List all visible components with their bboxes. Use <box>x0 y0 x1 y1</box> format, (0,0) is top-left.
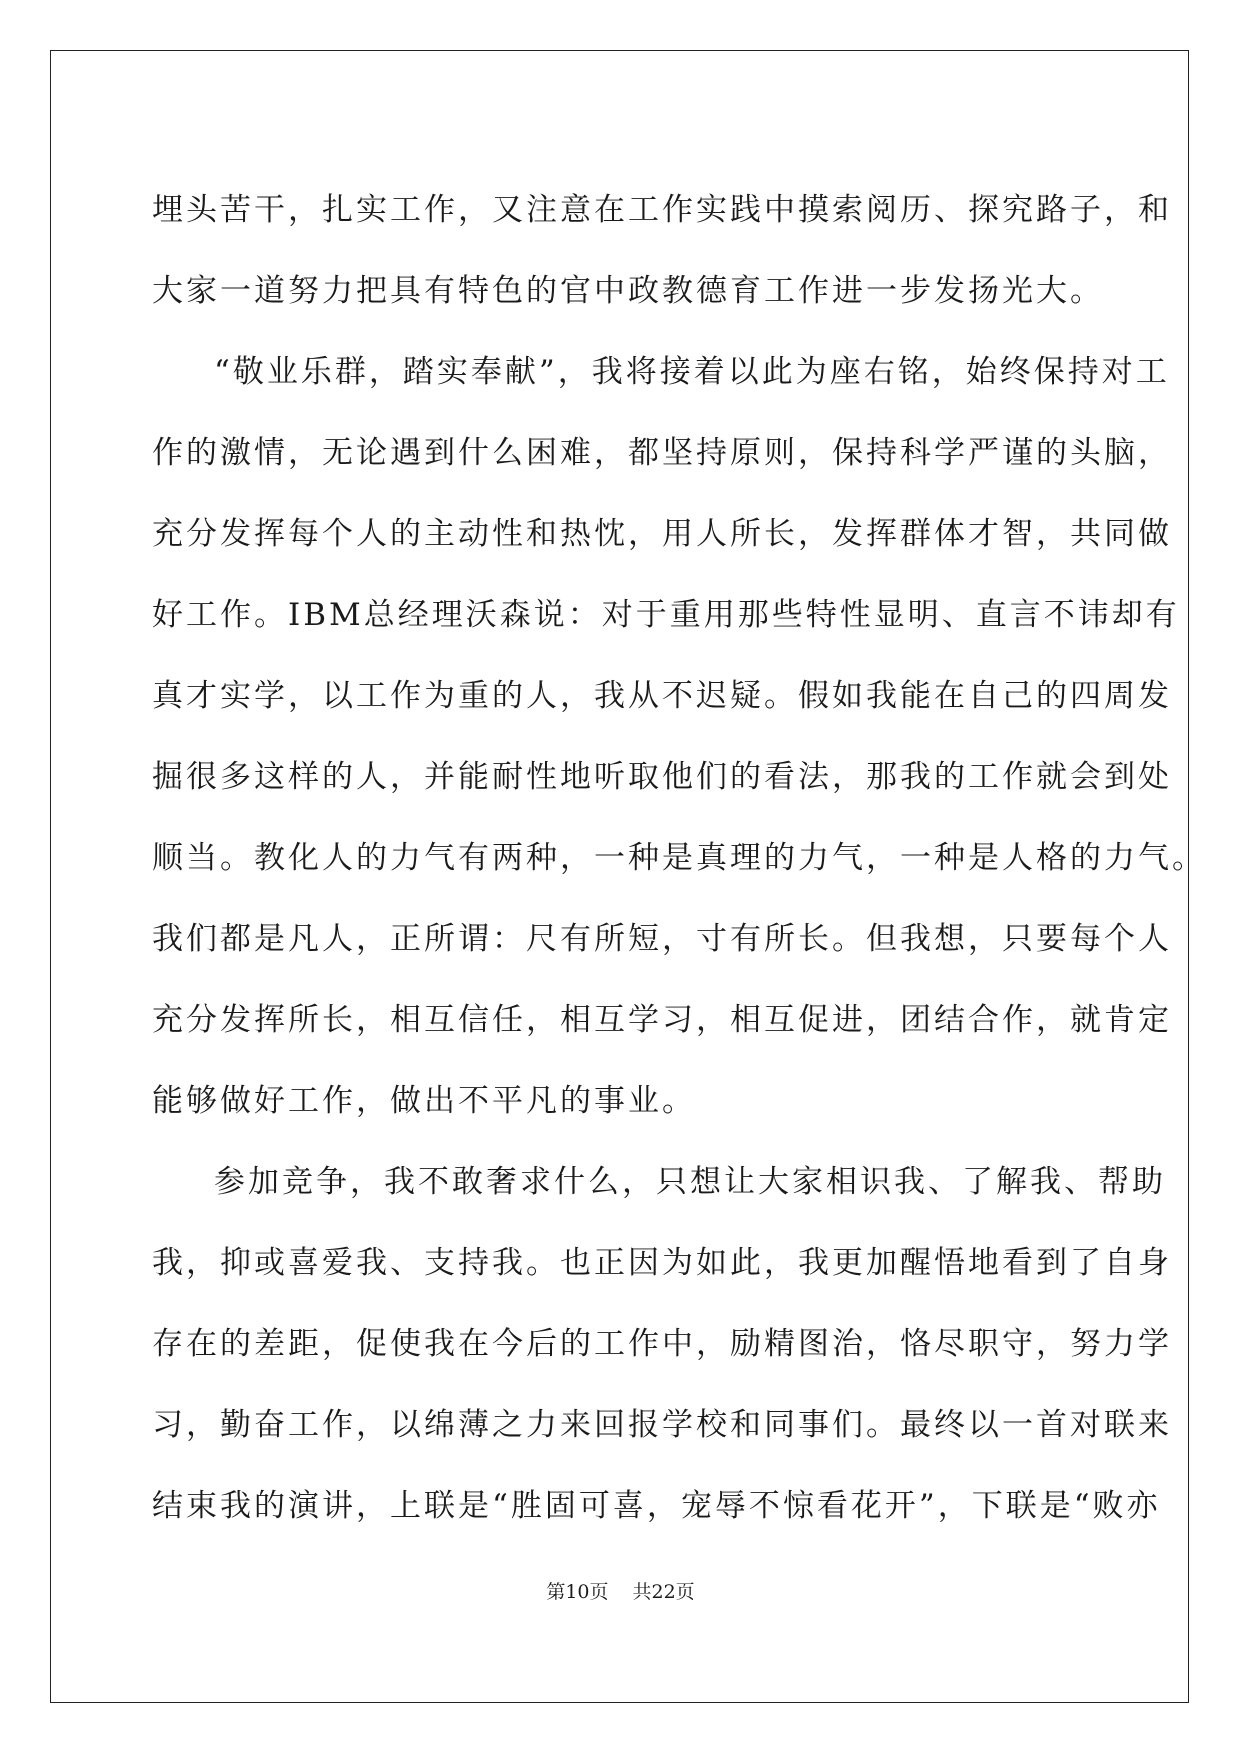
page-footer <box>0 1577 1241 1604</box>
text-line: 我，抑或喜爱我、支持我。也正因为如此，我更加醒悟地看到了自身 <box>152 1245 1172 1281</box>
paragraph-start-line: “敬业乐群，踏实奉献”，我将接着以此为座右铭，始终保持对工 <box>214 354 1170 390</box>
text-line: 习，勤奋工作，以绵薄之力来回报学校和同事们。最终以一首对联来 <box>152 1407 1172 1443</box>
text-line: 充分发挥所长，相互信任，相互学习，相互促进，团结合作，就肯定 <box>152 1002 1172 1038</box>
paragraph-start-line: 参加竞争，我不敢奢求什么，只想让大家相识我、了解我、帮助 <box>214 1164 1166 1200</box>
text-line: 存在的差距，促使我在今后的工作中，励精图治，恪尽职守，努力学 <box>152 1326 1172 1362</box>
text-line: 好工作。IBM总经理沃森说：对于重用那些特性显明、直言不讳却有 <box>152 597 1180 633</box>
text-line: 顺当。教化人的力气有两种，一种是真理的力气，一种是人格的力气。 <box>152 840 1206 876</box>
document-body <box>152 170 1206 1547</box>
page-total: 共22页 <box>632 1581 695 1603</box>
text-line: 结束我的演讲，上联是“胜固可喜，宠辱不惊看花开”，下联是“败亦 <box>152 1488 1161 1524</box>
text-line: 真才实学，以工作为重的人，我从不迟疑。假如我能在自己的四周发 <box>152 678 1172 714</box>
text-line: 掘很多这样的人，并能耐性地听取他们的看法，那我的工作就会到处 <box>152 759 1172 795</box>
text-line: 大家一道努力把具有特色的官中政教德育工作进一步发扬光大。 <box>152 273 1104 309</box>
page-number: 第10页 <box>546 1581 609 1603</box>
text-line: 埋头苦干，扎实工作，又注意在工作实践中摸索阅历、探究路子，和 <box>152 192 1172 228</box>
text-line: 充分发挥每个人的主动性和热忱，用人所长，发挥群体才智，共同做 <box>152 516 1172 552</box>
text-line: 作的激情，无论遇到什么困难，都坚持原则，保持科学严谨的头脑， <box>152 435 1172 471</box>
text-line: 能够做好工作，做出不平凡的事业。 <box>152 1083 696 1119</box>
text-line: 我们都是凡人，正所谓：尺有所短，寸有所长。但我想，只要每个人 <box>152 921 1172 957</box>
